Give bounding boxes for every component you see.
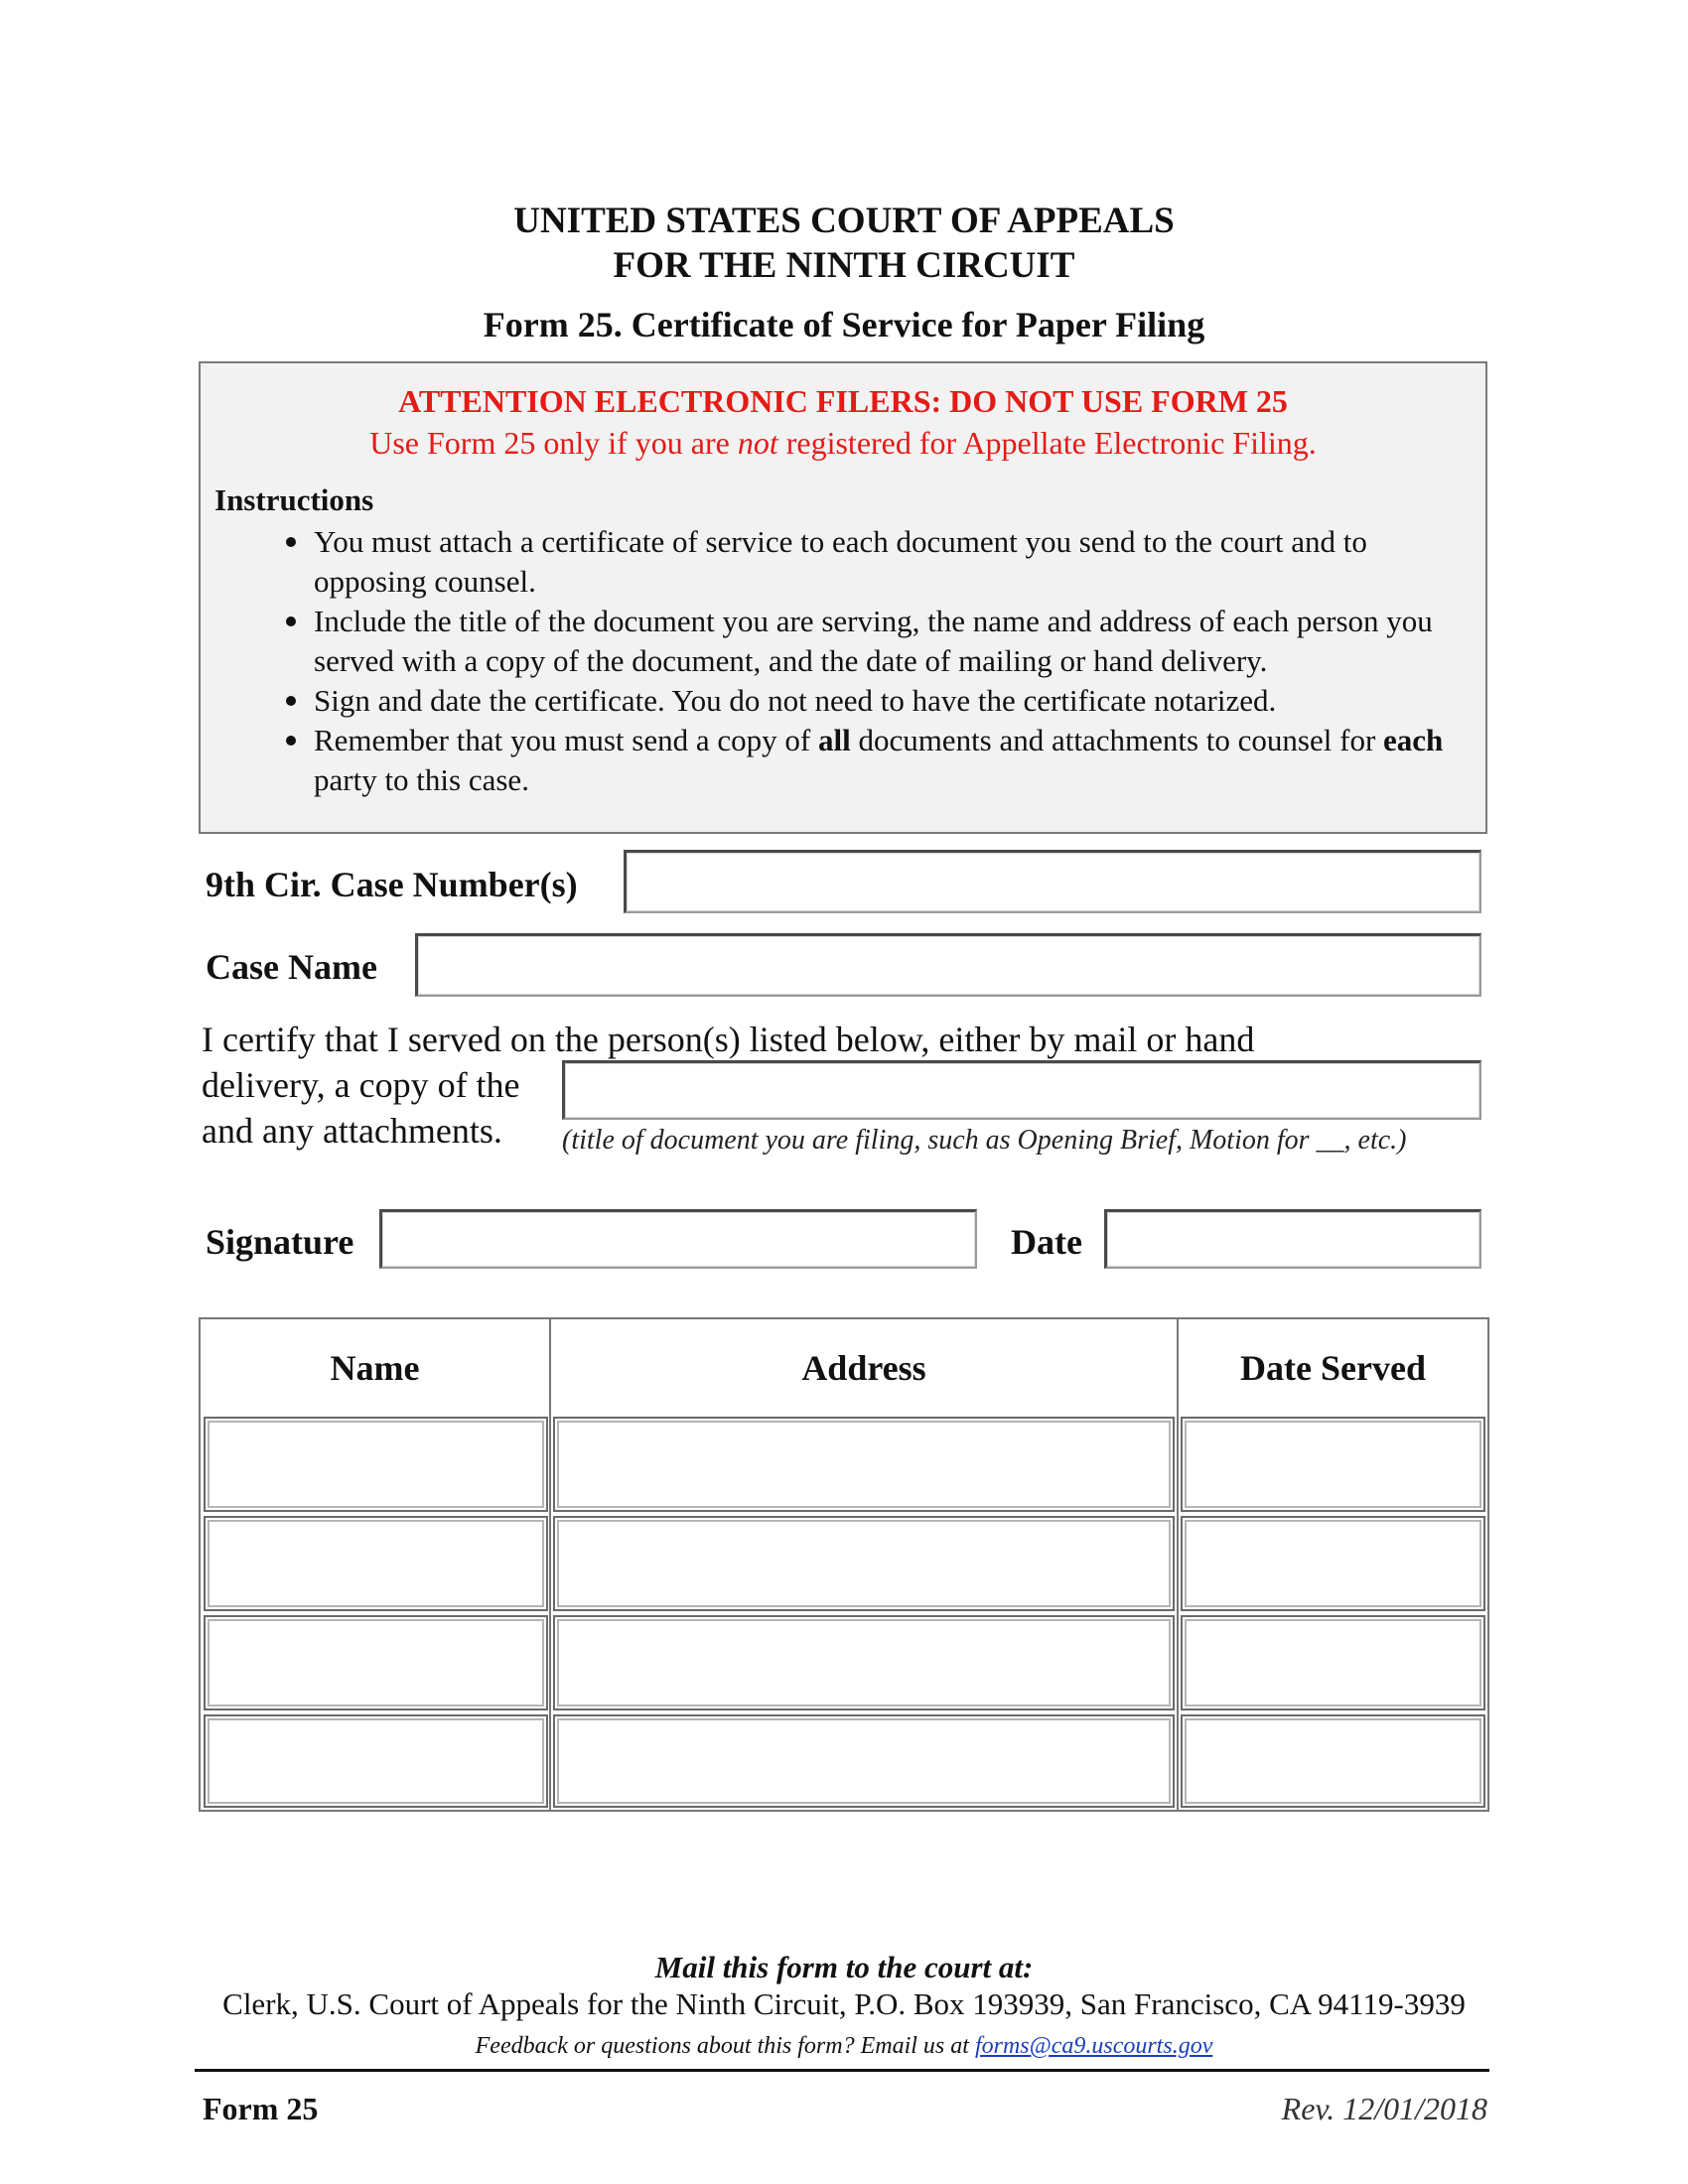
case-name-label: Case Name bbox=[206, 947, 377, 987]
row3-name-input[interactable] bbox=[204, 1615, 548, 1710]
service-table bbox=[199, 1317, 1489, 1812]
document-title-input[interactable] bbox=[562, 1060, 1481, 1120]
case-number-label: 9th Cir. Case Number(s) bbox=[206, 865, 578, 904]
document-title-hint: (title of document you are filing, such as Opening Brief, Motion for __, etc.) bbox=[562, 1125, 1407, 1156]
form-title: Form 25. Certificate of Service for Paper Filing bbox=[483, 305, 1205, 344]
attention-subtext: Use Form 25 only if you are not registered for Appellate Electronic Filing. bbox=[369, 425, 1317, 461]
row4-name-input[interactable] bbox=[204, 1714, 548, 1808]
form-number: Form 25 bbox=[203, 2091, 319, 2126]
row3-address-input[interactable] bbox=[553, 1615, 1175, 1710]
certify-text-line1: I certify that I served on the person(s) listed below, either by mail or hand bbox=[202, 1020, 1255, 1059]
instruction-item: You must attach a certificate of service to each document you send to the court and to opposing counsel. bbox=[201, 522, 1489, 602]
feedback-line: Feedback or questions about this form? Email us at forms@ca9.uscourts.gov bbox=[475, 2033, 1213, 2059]
header-date-served: Date Served bbox=[1240, 1348, 1426, 1388]
instruction-item: Remember that you must send a copy of all documents and attachments to counsel for each party to this case. bbox=[201, 721, 1489, 800]
instruction-item: Include the title of the document you are serving, the name and address of each person you served with a copy of the document, and the date of mailing or hand delivery. bbox=[201, 602, 1489, 681]
mail-heading: Mail this form to the court at: bbox=[654, 1950, 1034, 1984]
date-input[interactable] bbox=[1104, 1209, 1481, 1269]
instructions-list bbox=[201, 522, 1489, 800]
row1-name-input[interactable] bbox=[204, 1417, 548, 1512]
court-name-line2: FOR THE NINTH CIRCUIT bbox=[613, 245, 1075, 286]
row1-date-input[interactable] bbox=[1181, 1417, 1485, 1512]
instructions-panel bbox=[199, 361, 1487, 834]
date-label: Date bbox=[1011, 1222, 1082, 1262]
feedback-email-link[interactable]: forms@ca9.uscourts.gov bbox=[974, 2033, 1213, 2059]
instructions-heading: Instructions bbox=[214, 482, 374, 517]
footer-divider bbox=[195, 2069, 1489, 2072]
signature-label: Signature bbox=[206, 1222, 354, 1262]
row2-name-input[interactable] bbox=[204, 1516, 548, 1611]
row2-date-input[interactable] bbox=[1181, 1516, 1485, 1611]
mail-address: Clerk, U.S. Court of Appeals for the Ninth Circuit, P.O. Box 193939, San Francisco, CA 94119-3939 bbox=[222, 1986, 1466, 2021]
certify-text-line2: delivery, a copy of the bbox=[202, 1065, 520, 1105]
row3-date-input[interactable] bbox=[1181, 1615, 1485, 1710]
row4-address-input[interactable] bbox=[553, 1714, 1175, 1808]
instruction-item: Sign and date the certificate. You do not need to have the certificate notarized. bbox=[201, 681, 1489, 721]
header-name: Name bbox=[330, 1348, 420, 1388]
certify-text-line3: and any attachments. bbox=[202, 1111, 502, 1151]
case-number-input[interactable] bbox=[624, 850, 1481, 913]
case-name-input[interactable] bbox=[415, 933, 1481, 997]
signature-input[interactable] bbox=[379, 1209, 977, 1269]
row1-address-input[interactable] bbox=[553, 1417, 1175, 1512]
revision-date: Rev. 12/01/2018 bbox=[1281, 2091, 1487, 2126]
header-address: Address bbox=[801, 1348, 926, 1388]
attention-warning: ATTENTION ELECTRONIC FILERS: DO NOT USE FORM 25 bbox=[398, 383, 1288, 419]
row4-date-input[interactable] bbox=[1181, 1714, 1485, 1808]
court-name-line1: UNITED STATES COURT OF APPEALS bbox=[513, 201, 1175, 241]
row2-address-input[interactable] bbox=[553, 1516, 1175, 1611]
